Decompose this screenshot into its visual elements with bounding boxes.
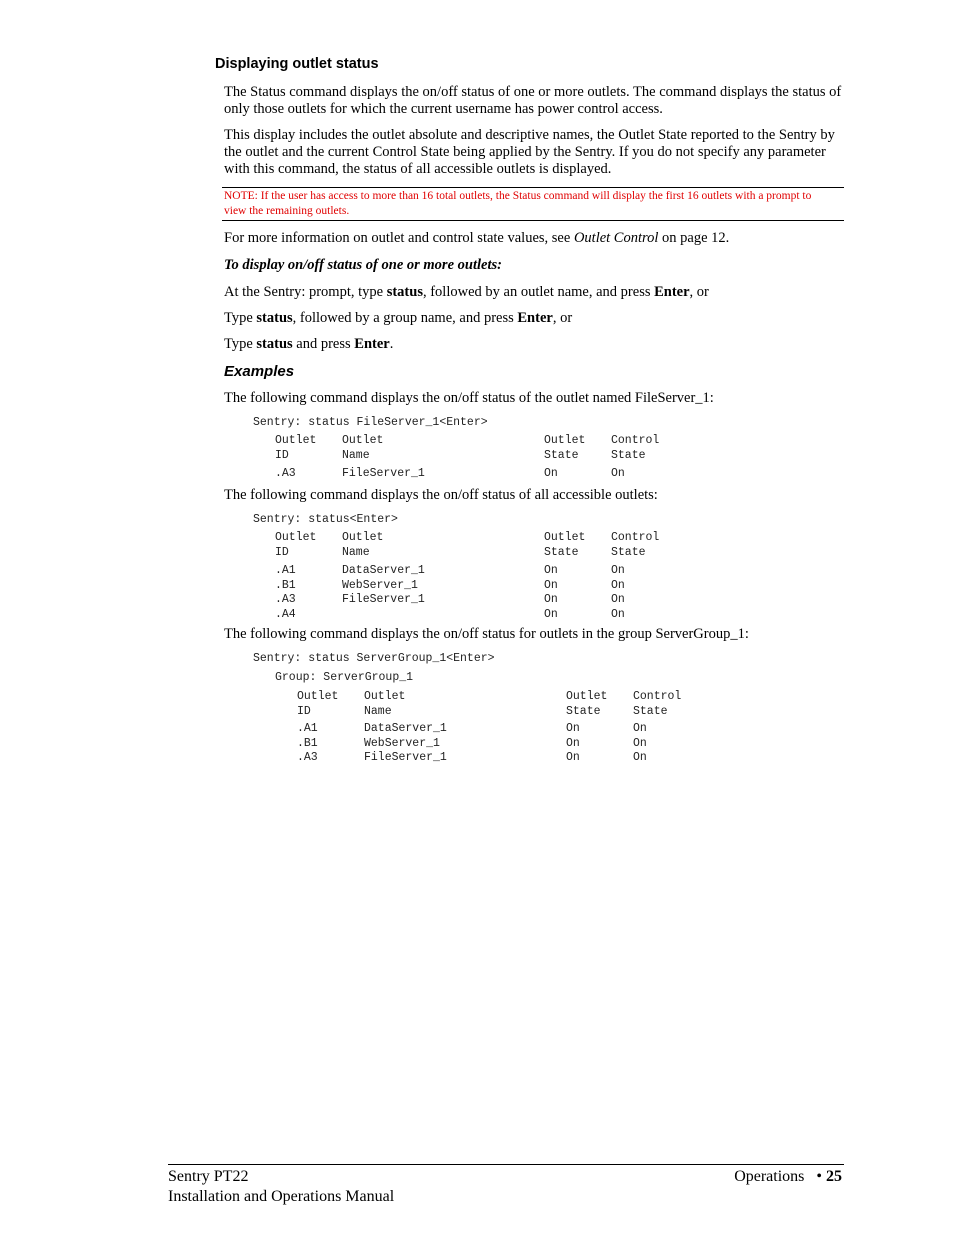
procedure-step xyxy=(224,310,864,327)
group-line: Group: ServerGroup_1 xyxy=(275,671,414,684)
step-text: , or xyxy=(689,284,709,300)
table-row: On xyxy=(544,467,558,480)
outlet-id-column: .A1 .B1 .A3 .A4 xyxy=(275,564,296,621)
procedure-title: To display on/off status of one or more outlets: xyxy=(224,257,502,273)
step-text: and press xyxy=(292,336,355,352)
note-text: NOTE: If the user has access to more than 16 total outlets, the Status command will display the first 16 outlets with a prompt to view the remaining outlets. xyxy=(224,190,812,217)
more-info-paragraph xyxy=(224,230,864,247)
table-row: FileServer_1 xyxy=(342,467,425,480)
control-state-column: On On On xyxy=(633,722,647,764)
footer-manual-title: Sentry PT22 Installation and Operations Manual xyxy=(168,1168,395,1205)
example-command: Sentry: status FileServer_1<Enter> xyxy=(253,416,488,429)
example-intro: The following command displays the on/off status of the outlet named FileServer_1: xyxy=(224,390,714,406)
table-row: On xyxy=(611,467,625,480)
outlet-name-column: DataServer_1 WebServer_1 FileServer_1 xyxy=(342,564,425,606)
command-keyword: status xyxy=(256,336,293,352)
control-state-column: On On On On xyxy=(611,564,625,621)
table-row: .A3 xyxy=(275,467,296,480)
footer-divider xyxy=(168,1164,844,1165)
step-text: Type xyxy=(224,310,257,326)
intro-paragraph: The Status command displays the on/off status of one or more outlets. The command displays the status of only those outlets for which the current username has power control access. xyxy=(224,84,842,117)
cross-reference-link[interactable]: Outlet Control xyxy=(573,230,659,246)
command-keyword: status xyxy=(386,284,423,300)
header-control-state: Control State xyxy=(611,531,660,559)
example-command: Sentry: status<Enter> xyxy=(253,513,398,526)
step-text: , followed by an outlet name, and press xyxy=(422,284,655,300)
header-outlet-state: Outlet State xyxy=(544,531,586,559)
note-box xyxy=(222,187,844,221)
footer-page-info xyxy=(734,1167,842,1187)
header-outlet-id: Outlet ID xyxy=(297,690,339,718)
examples-title: Examples xyxy=(224,363,295,380)
key-name: Enter xyxy=(517,310,553,326)
key-name: Enter xyxy=(354,336,390,352)
outlet-state-column: On On On xyxy=(566,722,580,764)
outlet-name-column: DataServer_1 WebServer_1 FileServer_1 xyxy=(364,722,447,764)
command-keyword: status xyxy=(256,310,293,326)
outlet-state-column: On On On On xyxy=(544,564,558,621)
step-text: , followed by a group name, and press xyxy=(292,310,518,326)
procedure-step xyxy=(224,336,864,353)
step-text: Type xyxy=(224,336,257,352)
header-outlet-id: Outlet ID xyxy=(275,434,317,462)
page-number: 25 xyxy=(826,1168,842,1185)
key-name: Enter xyxy=(654,284,690,300)
header-outlet-name: Outlet Name xyxy=(342,434,384,462)
bullet-icon: • xyxy=(816,1168,822,1185)
step-text: At the Sentry: prompt, type xyxy=(224,284,387,300)
step-text: . xyxy=(389,336,394,352)
example-intro: The following command displays the on/off status of all accessible outlets: xyxy=(224,487,658,503)
header-outlet-id: Outlet ID xyxy=(275,531,317,559)
description-paragraph: This display includes the outlet absolute and descriptive names, the Outlet State reported to the Sentry by the outlet and the current Control State being applied by the Sentry. If you do not specify any parameter with this command, the status of all accessible outlets is displayed. xyxy=(224,127,835,177)
header-control-state: Control State xyxy=(633,690,682,718)
step-text: , or xyxy=(552,310,573,326)
more-info-prefix: For more information on outlet and control state values, see xyxy=(224,230,574,246)
header-outlet-state: Outlet State xyxy=(544,434,586,462)
header-control-state: Control State xyxy=(611,434,660,462)
footer-section: Operations xyxy=(734,1168,805,1185)
procedure-step xyxy=(224,284,864,301)
example-command: Sentry: status ServerGroup_1<Enter> xyxy=(253,652,495,665)
example-intro: The following command displays the on/off status for outlets in the group ServerGroup_1: xyxy=(224,626,749,642)
section-title: Displaying outlet status xyxy=(215,56,379,72)
header-outlet-state: Outlet State xyxy=(566,690,608,718)
header-outlet-name: Outlet Name xyxy=(342,531,384,559)
outlet-id-column: .A1 .B1 .A3 xyxy=(297,722,318,764)
header-outlet-name: Outlet Name xyxy=(364,690,406,718)
more-info-suffix: on page 12. xyxy=(658,230,730,246)
